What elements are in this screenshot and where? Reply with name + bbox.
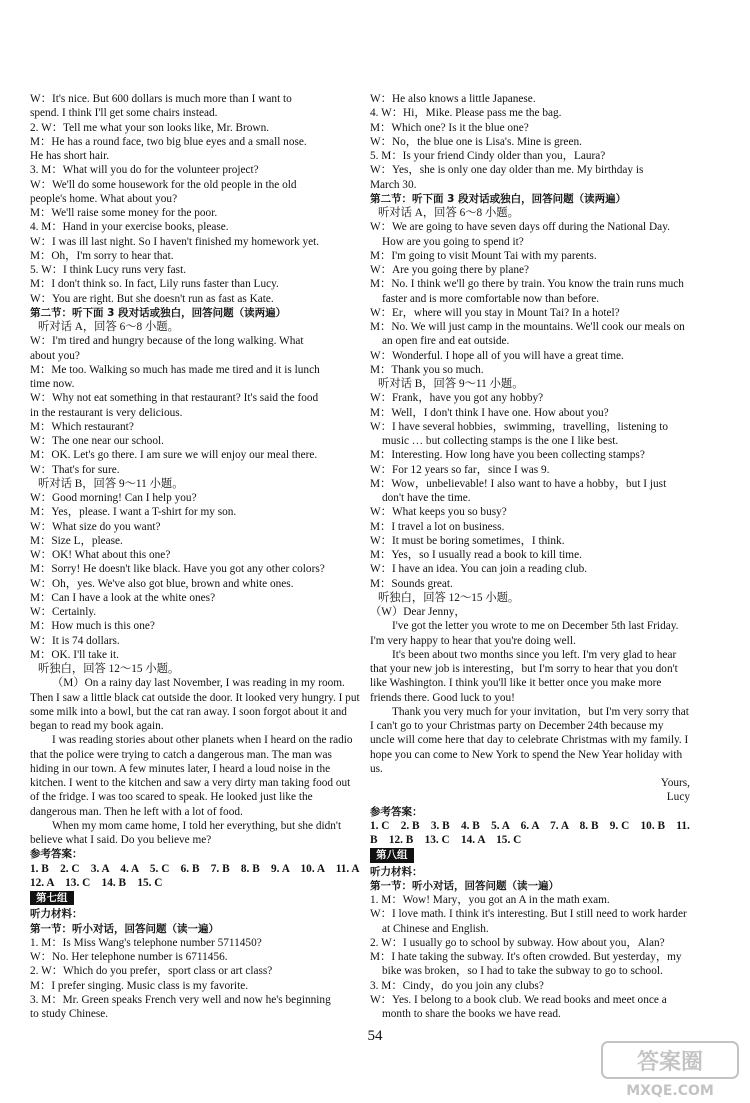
section-heading: 听力材料： bbox=[370, 865, 423, 878]
dialogue-line: 2. W：Tell me what your son looks like, Mr. Brown. bbox=[30, 121, 270, 134]
section-heading: 参考答案： bbox=[370, 805, 423, 818]
group-label-row bbox=[370, 847, 690, 864]
answer-key: 1. B 2. C 3. A 4. A 5. C 6. B 7. B 8. B 9. A 10. A 11. A 12. A 13. C 14. B 15. C bbox=[30, 862, 371, 889]
left-column bbox=[30, 92, 371, 1021]
svg-text:MXQE.COM: MXQE.COM bbox=[626, 1083, 714, 1099]
dialogue-line: W：Wonderful. I hope all of you will have a great time. bbox=[370, 349, 624, 362]
subsection-label: 听对话 B，回答 9～11 小题。 bbox=[378, 378, 524, 390]
dialogue-line: M：Which restaurant? bbox=[30, 420, 134, 433]
group-label: 第七组 bbox=[30, 891, 74, 905]
dialogue-line: 5. W：I think Lucy runs very fast. bbox=[30, 264, 187, 276]
right-column bbox=[370, 92, 690, 1021]
dialogue-line: M：I travel a lot on business. bbox=[370, 520, 505, 533]
dialogue-line: W：He also knows a little Japanese. bbox=[370, 93, 536, 105]
dialogue-line: M：I'm going to visit Mount Tai with my parents. bbox=[370, 249, 597, 262]
answer-key: 1. C 2. B 3. B 4. B 5. A 6. A 7. A 8. B 9. C 10. B 11. B 12. B 13. C 14. A 15. C bbox=[370, 819, 690, 846]
monologue-paragraph: I've got the letter you wrote to me on December 5th last Friday. I'm very happy to hear that you're doing well. bbox=[370, 620, 679, 647]
dialogue-line: W：What size do you want? bbox=[30, 520, 161, 533]
subsection-label: 听独白，回答 12～15 小题。 bbox=[38, 663, 180, 675]
dialogue-line: M：No. I think we'll go there by train. You know the train runs much faster and is more comfortable now than before. bbox=[370, 278, 684, 305]
dialogue-line: W：What keeps you so busy? bbox=[370, 506, 507, 519]
dialogue-line: M：Yes，so I usually read a book to kill time. bbox=[370, 549, 582, 561]
section-heading: 第二节：听下面 3 段对话或独白，回答问题（读两遍） bbox=[370, 192, 627, 205]
dialogue-line: W：The one near our school. bbox=[30, 435, 164, 447]
subsection-label: 听对话 A，回答 6～8 小题。 bbox=[378, 207, 519, 219]
watermark-logo bbox=[600, 1040, 740, 1100]
monologue-paragraph: （M）On a rainy day last November, I was reading in my room. Then I saw a little black cat outside the door. It looked very hungry. I put some milk into a bowl, but the cat ran away. I soon forgot about it and began to read my book again. bbox=[30, 677, 360, 732]
dialogue-line: M：Sorry! He doesn't like black. Have you got any other colors? bbox=[30, 563, 325, 576]
dialogue-line: W：We are going to have seven days off during the National Day. How are you going to spend it? bbox=[370, 221, 670, 248]
dialogue-line: W：Er，where will you stay in Mount Tai? In a hotel? bbox=[370, 306, 620, 319]
section-heading: 第一节：听小对话，回答问题（读一遍） bbox=[370, 879, 559, 892]
dialogue-line: M：Thank you so much. bbox=[370, 363, 484, 376]
dialogue-line: M：Size L，please. bbox=[30, 534, 123, 547]
dialogue-line: W：Are you going there by plane? bbox=[370, 264, 530, 276]
page-number: 54 bbox=[367, 1028, 383, 1044]
dialogue-line: 3. M：What will you do for the volunteer project? bbox=[30, 164, 259, 177]
dialogue-line: M：I don't think so. In fact, Lily runs faster than Lucy. bbox=[30, 278, 279, 291]
dialogue-line: M：Wow，unbelievable! I also want to have a hobby，but I just don't have the time. bbox=[370, 477, 667, 504]
dialogue-line: M：Yes，please. I want a T-shirt for my son. bbox=[30, 506, 237, 519]
dialogue-line: M：Can I have a look at the white ones? bbox=[30, 591, 216, 604]
monologue-paragraph: Thank you very much for your invitation，but I'm very sorry that I can't go to your Christmas party on December 24th because my uncle will come here that day to celebrate Christmas with my family. I hope you can come to New York to spend the New Year holiday with us. bbox=[370, 705, 689, 775]
dialogue-line: W：Yes. I belong to a book club. We read books and meet once a month to share the books we have read. bbox=[370, 993, 667, 1020]
dialogue-line: W：I have several hobbies，swimming，travelling，listening to music … but collecting stamps is the one I like best. bbox=[370, 420, 669, 447]
dialogue-line: W：For 12 years so far，since I was 9. bbox=[370, 463, 550, 476]
dialogue-line: spend. I think I'll get some chairs instead. bbox=[30, 107, 218, 120]
dialogue-line: W：I was ill last night. So I haven't finished my homework yet. bbox=[30, 235, 320, 248]
dialogue-line: W：Certainly. bbox=[30, 606, 97, 618]
dialogue-line: M：How much is this one? bbox=[30, 620, 155, 633]
dialogue-line: 3. M：Mr. Green speaks French very well and now he's beginning bbox=[30, 993, 331, 1006]
dialogue-line: W：It is 74 dollars. bbox=[30, 634, 120, 647]
dialogue-line: W：Why not eat something in that restaurant? It's said the food bbox=[30, 392, 319, 405]
dialogue-line: W：It's nice. But 600 dollars is much more than I want to bbox=[30, 93, 292, 105]
dialogue-line: about you? bbox=[30, 349, 80, 362]
dialogue-line: W：Frank，have you got any hobby? bbox=[370, 392, 544, 405]
dialogue-line: 3. M：Cindy，do you join any clubs? bbox=[370, 979, 544, 992]
section-heading: 第一节：听小对话，回答问题（读一遍） bbox=[30, 922, 219, 935]
dialogue-line: M：I hate taking the subway. It's often crowded. But yesterday，my bike was broken，so I had to take the subway to go to school. bbox=[370, 951, 682, 978]
dialogue-line: 2. W：I usually go to school by subway. How about you，Alan? bbox=[370, 936, 665, 949]
dialogue-line: people's home. What about you? bbox=[30, 192, 178, 205]
dialogue-line: W：I love math. I think it's interesting. But I still need to work harder at Chinese and English. bbox=[370, 908, 687, 935]
monologue-paragraph: I was reading stories about other planets when I heard on the radio that the police were trying to catch a dangerous man. The man was hiding in our town. A few minutes later, I heard a loud noise in the kitchen. I went to the kitchen and saw a very dirty man taking food out of the fridge. I was too scared to speak. He looked just like the dangerous man. Then he left with a lot of food. bbox=[30, 734, 353, 818]
dialogue-line: in the restaurant is very delicious. bbox=[30, 406, 183, 419]
section-heading: 第二节：听下面 3 段对话或独白，回答问题（读两遍） bbox=[30, 306, 287, 319]
dialogue-line: March 30. bbox=[370, 178, 417, 191]
svg-text:答案圈: 答案圈 bbox=[636, 1050, 704, 1075]
monologue-paragraph: When my mom came home, I told her everything, but she didn't believe what I said. Do you believe me? bbox=[30, 819, 342, 846]
dialogue-line: W：I'm tired and hungry because of the long walking. What bbox=[30, 335, 304, 348]
dialogue-line: M：Sounds great. bbox=[370, 577, 453, 590]
dialogue-line: W：It must be boring sometimes，I think. bbox=[370, 534, 565, 547]
dialogue-line: M：Me too. Walking so much has made me tired and it is lunch bbox=[30, 363, 320, 376]
section-heading: 听力材料： bbox=[30, 908, 83, 921]
letter-signature: Yours, bbox=[660, 777, 690, 789]
dialogue-line: W：Yes，she is only one day older than me. My birthday is bbox=[370, 164, 644, 177]
subsection-label: 听对话 A，回答 6～8 小题。 bbox=[38, 321, 179, 333]
dialogue-line: 2. W：Which do you prefer，sport class or art class? bbox=[30, 965, 273, 978]
dialogue-line: W：No. Her telephone number is 6711456. bbox=[30, 951, 228, 963]
dialogue-line: W：We'll do some housework for the old people in the old bbox=[30, 178, 297, 191]
dialogue-line: 4. M：Hand in your exercise books, please. bbox=[30, 221, 229, 234]
dialogue-line: W：I have an idea. You can join a reading club. bbox=[370, 563, 588, 576]
dialogue-line: M：I prefer singing. Music class is my favorite. bbox=[30, 979, 249, 992]
dialogue-line: M：No. We will just camp in the mountains. We'll cook our meals on an open fire and eat outside. bbox=[370, 321, 685, 348]
dialogue-line: time now. bbox=[30, 378, 75, 390]
dialogue-line: M：OK. I'll take it. bbox=[30, 648, 119, 661]
dialogue-line: M：Interesting. How long have you been collecting stamps? bbox=[370, 449, 645, 462]
dialogue-line: W：That's for sure. bbox=[30, 463, 120, 476]
group-label: 第八组 bbox=[370, 848, 414, 862]
dialogue-line: M：Well，I don't think I have one. How about you? bbox=[370, 406, 609, 419]
dialogue-line: 5. M：Is your friend Cindy older than you，Laura? bbox=[370, 150, 606, 162]
dialogue-line: W：No，the blue one is Lisa's. Mine is green. bbox=[370, 135, 582, 148]
letter-signature: Lucy bbox=[666, 791, 690, 804]
dialogue-line: 1. M：Is Miss Wang's telephone number 5711450? bbox=[30, 936, 262, 949]
dialogue-line: 1. M：Wow! Mary，you got an A in the math exam. bbox=[370, 894, 610, 906]
dialogue-line: W：Good morning! Can I help you? bbox=[30, 492, 197, 504]
dialogue-line: W：Oh，yes. We've also got blue, brown and white ones. bbox=[30, 577, 294, 590]
dialogue-line: W：You are right. But she doesn't run as fast as Kate. bbox=[30, 292, 274, 305]
subsection-label: 听独白，回答 12～15 小题。 bbox=[378, 591, 520, 604]
dialogue-line: 4. W：Hi，Mike. Please pass me the bag. bbox=[370, 107, 562, 120]
dialogue-line: M：We'll raise some money for the poor. bbox=[30, 207, 218, 219]
group-label-row bbox=[30, 890, 360, 907]
dialogue-line: to study Chinese. bbox=[30, 1008, 109, 1020]
dialogue-line: W：OK! What about this one? bbox=[30, 549, 171, 561]
monologue-paragraph: It's been about two months since you left. I'm very glad to hear that your new job is interesting，but I'm sorry to hear that you don't like Washington. I think you'll like it better once you make more friends there. Good luck to you! bbox=[370, 648, 678, 704]
dialogue-line: M：OK. Let's go there. I am sure we will enjoy our meal there. bbox=[30, 449, 318, 462]
dialogue-line: M：He has a round face, two big blue eyes and a small nose. bbox=[30, 135, 307, 148]
dialogue-line: （W）Dear Jenny， bbox=[370, 606, 466, 618]
section-heading: 参考答案： bbox=[30, 848, 83, 861]
dialogue-line: M：Oh，I'm sorry to hear that. bbox=[30, 249, 174, 262]
dialogue-line: He has short hair. bbox=[30, 150, 110, 162]
dialogue-line: M：Which one? Is it the blue one? bbox=[370, 121, 529, 134]
subsection-label: 听对话 B，回答 9～11 小题。 bbox=[38, 477, 184, 490]
